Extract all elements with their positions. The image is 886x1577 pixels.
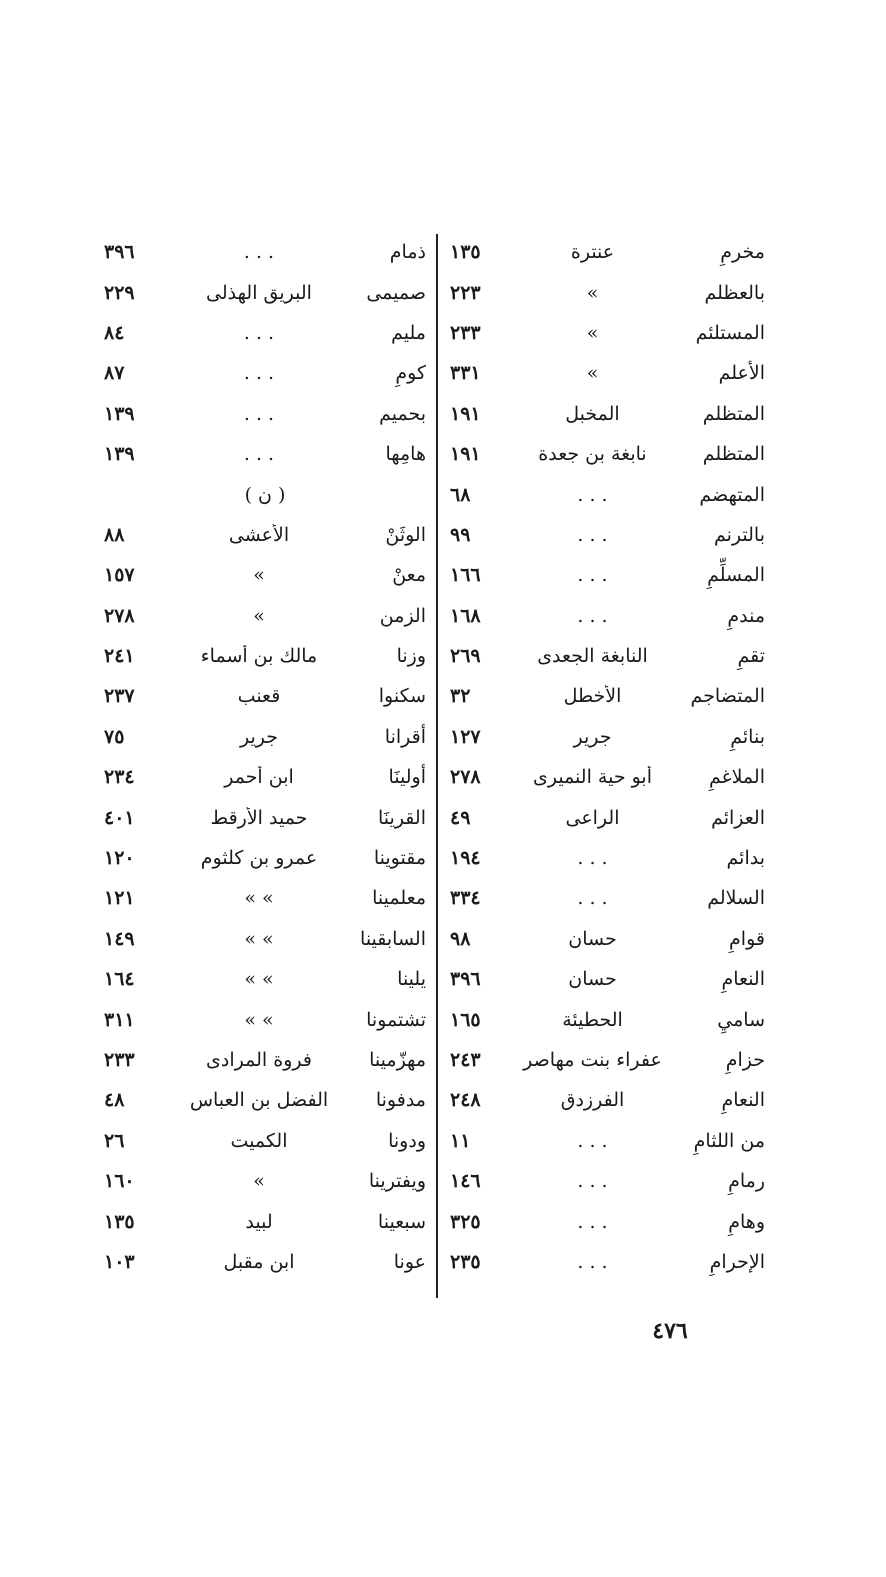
page-ref: ٣٣٤ xyxy=(450,887,481,910)
page-ref: ٢٧٨ xyxy=(104,604,135,627)
poet-name: أبو حية النميرى xyxy=(532,766,652,789)
rhyme-word: المتظلم xyxy=(702,402,765,425)
poet-name: ابن مقبل xyxy=(223,1250,295,1273)
page-ref: ١٢٧ xyxy=(450,725,481,748)
rhyme-word: الزمن xyxy=(379,604,426,627)
poet-name: الحطيئة xyxy=(562,1008,623,1031)
index-entry xyxy=(104,636,426,676)
rhyme-word: تقمِ xyxy=(737,645,765,668)
page-ref: ٣٢ xyxy=(450,685,471,708)
poet-name: . . . xyxy=(577,1250,608,1273)
poet-name: الكميت xyxy=(230,1129,288,1152)
poet-name: . . . xyxy=(577,847,608,870)
rhyme-word: يلينا xyxy=(397,968,426,991)
page-ref: ٢٧٨ xyxy=(450,766,481,789)
poet-name: . . . xyxy=(243,443,275,466)
rhyme-word: عونا xyxy=(393,1250,426,1273)
page-ref: ١٢١ xyxy=(104,887,135,910)
rhyme-word: بالترنم xyxy=(713,523,765,546)
index-entry xyxy=(104,555,426,595)
index-entry xyxy=(450,717,765,757)
index-entry xyxy=(450,232,765,272)
poet-name: . . . xyxy=(577,564,608,587)
page-ref: ٣٣١ xyxy=(450,362,481,385)
poet-name: » xyxy=(586,281,599,304)
rhyme-word: المتظلم xyxy=(702,443,765,466)
page-ref: ١٢٠ xyxy=(104,847,135,870)
poet-name: الفضل بن العباس xyxy=(189,1089,329,1112)
poet-name: حميد الأرقط xyxy=(210,806,308,829)
index-entry xyxy=(104,1121,426,1161)
poet-name: . . . xyxy=(577,1129,608,1152)
rhyme-word: كومِ xyxy=(395,362,426,385)
poet-name: الراعى xyxy=(565,806,620,829)
index-entry xyxy=(104,797,426,837)
poet-name: . . . xyxy=(243,362,275,385)
page-ref: ٧٥ xyxy=(104,725,125,748)
page-ref: ٢٤١ xyxy=(104,645,135,668)
index-entry xyxy=(104,434,426,474)
rhyme-word: السابقينا xyxy=(360,927,426,950)
page-ref: ١٣٥ xyxy=(450,241,481,264)
section-header-nun: ( ن ) xyxy=(244,483,286,506)
index-entry xyxy=(104,838,426,878)
index-entry xyxy=(450,394,765,434)
poet-name: » xyxy=(586,362,599,385)
rhyme-word: المتهضم xyxy=(699,483,765,506)
page-ref: ١٥٧ xyxy=(104,564,135,587)
page-ref: ٤٨ xyxy=(104,1089,125,1112)
page-ref: ١٤٦ xyxy=(450,1170,481,1193)
index-entry xyxy=(450,1242,765,1282)
page-ref: ١٣٥ xyxy=(104,1210,135,1233)
poet-name: . . . xyxy=(577,1170,608,1193)
page-ref: ٨٤ xyxy=(104,321,125,344)
index-entry xyxy=(104,232,426,272)
index-entry xyxy=(104,313,426,353)
page-ref: ٢٢٩ xyxy=(104,281,135,304)
page-ref: ٢٣٥ xyxy=(450,1250,481,1273)
page-ref: ١٩٤ xyxy=(450,847,481,870)
index-entry xyxy=(450,797,765,837)
left-column xyxy=(104,232,426,1282)
index-entry xyxy=(104,676,426,716)
rhyme-word: معنْ xyxy=(392,564,426,587)
poet-name: » xyxy=(586,321,599,344)
page-ref: ١٩١ xyxy=(450,443,481,466)
index-entry xyxy=(104,515,426,555)
page-ref: ٢٣٧ xyxy=(104,685,135,708)
page-ref: ١٩١ xyxy=(450,402,481,425)
index-entry xyxy=(450,676,765,716)
index-entry xyxy=(104,1040,426,1080)
page-ref: ٤٠١ xyxy=(104,806,135,829)
rhyme-word: العزائم xyxy=(711,806,765,829)
index-entry xyxy=(450,636,765,676)
index-entry xyxy=(450,878,765,918)
rhyme-word: صميمى xyxy=(366,281,426,304)
index-entry xyxy=(450,757,765,797)
rhyme-word: مخرمِ xyxy=(720,241,765,264)
index-entry xyxy=(450,1080,765,1120)
poet-name: مالك بن أسماء xyxy=(200,645,318,668)
rhyme-word: النعامِ xyxy=(721,968,765,991)
rhyme-word: مليم xyxy=(391,321,426,344)
poet-name: » xyxy=(253,564,265,587)
rhyme-word: ساميِ xyxy=(717,1008,765,1031)
poet-name: جرير xyxy=(573,725,612,748)
page-ref: ٩٨ xyxy=(450,927,471,950)
poet-name: » » xyxy=(244,968,274,991)
poet-name: » » xyxy=(244,927,274,950)
index-entry xyxy=(104,757,426,797)
index-entry xyxy=(450,1161,765,1201)
page-ref: ١٦٥ xyxy=(450,1008,481,1031)
index-entry xyxy=(104,353,426,393)
rhyme-word: ذمام xyxy=(389,241,426,264)
index-entry xyxy=(450,959,765,999)
poet-name: » » xyxy=(244,887,274,910)
rhyme-word: وهامِ xyxy=(728,1210,765,1233)
poet-name: الأعشى xyxy=(228,523,290,546)
index-entry xyxy=(450,313,765,353)
page-ref: ٣١١ xyxy=(104,1008,135,1031)
rhyme-word: مندمِ xyxy=(727,604,765,627)
poet-name: فروة المرادى xyxy=(206,1049,312,1071)
page-number: ٤٧٦ xyxy=(652,1318,688,1344)
column-divider xyxy=(436,234,438,1298)
poet-name: حسان xyxy=(568,968,617,991)
index-entry xyxy=(450,515,765,555)
right-column xyxy=(450,232,765,1282)
poet-name: . . . xyxy=(577,523,608,546)
poet-name: . . . xyxy=(243,241,275,264)
rhyme-word: بدائم xyxy=(726,847,765,870)
index-entry xyxy=(450,838,765,878)
page-ref: ١٣٩ xyxy=(104,443,135,466)
poet-name: ابن أحمر xyxy=(224,766,294,789)
index-entry xyxy=(104,394,426,434)
index-entry xyxy=(104,1201,426,1241)
rhyme-word: المتضاجم xyxy=(690,685,765,708)
poet-name: . . . xyxy=(243,321,275,344)
poet-name: جرير xyxy=(240,725,278,748)
page-ref: ١٦٨ xyxy=(450,604,481,627)
poet-name: النابغة الجعدى xyxy=(537,645,648,668)
poet-name: قعنب xyxy=(237,685,281,708)
poet-name: لبيد xyxy=(245,1210,273,1233)
page-ref: ٦٨ xyxy=(450,483,471,506)
page-ref: ١٣٩ xyxy=(104,402,135,425)
rhyme-word: الإحرامِ xyxy=(709,1250,765,1273)
poet-name: حسان xyxy=(568,927,617,950)
index-entry xyxy=(450,353,765,393)
rhyme-word: مدفونا xyxy=(375,1089,426,1112)
index-entry xyxy=(104,999,426,1039)
rhyme-word: المسلِّمِ xyxy=(707,564,765,587)
rhyme-word: أولينَا xyxy=(388,766,426,789)
rhyme-word: وزنا xyxy=(396,645,426,668)
page-ref: ٢٤٣ xyxy=(450,1049,481,1071)
page-ref: ٣٩٦ xyxy=(450,968,481,991)
poet-name: . . . xyxy=(577,887,608,910)
rhyme-word: الوثَنْ xyxy=(385,523,426,546)
index-entry xyxy=(450,1201,765,1241)
rhyme-word: معلمينا xyxy=(372,887,426,910)
page-ref: ٢٣٣ xyxy=(450,321,481,344)
rhyme-word: المستلئم xyxy=(695,321,765,344)
rhyme-word: السلالم xyxy=(707,887,765,910)
page-ref: ١٦٤ xyxy=(104,968,135,991)
index-entry xyxy=(450,272,765,312)
index-entry xyxy=(104,717,426,757)
index-entry xyxy=(450,434,765,474)
index-entry xyxy=(104,1161,426,1201)
poet-name: عمرو بن كلثوم xyxy=(200,847,318,870)
page-ref: ٣٢٥ xyxy=(450,1210,481,1233)
rhyme-word: رمامِ xyxy=(728,1170,765,1193)
poet-name: المخبل xyxy=(565,402,620,425)
page-ref: ١٤٩ xyxy=(104,927,135,950)
page-ref: ٢٣٣ xyxy=(104,1049,135,1071)
page-ref: ٢٦ xyxy=(104,1129,125,1152)
index-entry xyxy=(450,999,765,1039)
poet-name: . . . xyxy=(577,1210,608,1233)
rhyme-word: مقتوينا xyxy=(373,847,426,870)
rhyme-word: أقرانا xyxy=(384,725,426,748)
page-ref: ١٦٦ xyxy=(450,564,481,587)
rhyme-word: تشتمونا xyxy=(366,1008,426,1031)
rhyme-word: بحميم xyxy=(379,402,426,425)
index-entry xyxy=(450,919,765,959)
index-entry xyxy=(104,272,426,312)
poet-name: » » xyxy=(244,1008,274,1031)
page-ref: ٣٩٦ xyxy=(104,241,135,264)
rhyme-word: النعامِ xyxy=(721,1089,765,1112)
index-entry xyxy=(104,596,426,636)
page-ref: ٩٩ xyxy=(450,523,471,546)
poet-name: . . . xyxy=(243,402,275,425)
index-entry xyxy=(450,1040,765,1080)
poet-name: » xyxy=(253,1170,265,1193)
rhyme-word: ودونا xyxy=(388,1129,426,1152)
index-entry xyxy=(104,1242,426,1282)
index-entry xyxy=(450,555,765,595)
poet-name: عفراء بنت مهاصر xyxy=(523,1049,662,1071)
rhyme-word: سكنوا xyxy=(378,685,426,708)
rhyme-word: هامِها xyxy=(385,443,426,466)
rhyme-word: الأعلم xyxy=(718,362,765,385)
rhyme-word: بالعظلم xyxy=(704,281,765,304)
poet-name: » xyxy=(253,604,265,627)
rhyme-word: من اللثامِ xyxy=(693,1129,765,1152)
page-ref: ٢٦٩ xyxy=(450,645,481,668)
page-ref: ٨٨ xyxy=(104,523,125,546)
poet-name: . . . xyxy=(577,604,608,627)
poet-name: نابغة بن جعدة xyxy=(538,443,647,466)
poet-name: عنترة xyxy=(570,241,615,264)
page-ref: ١١ xyxy=(450,1129,471,1152)
rhyme-word: الملاغمِ xyxy=(709,766,765,789)
index-entry xyxy=(104,878,426,918)
poet-name: الفرزدق xyxy=(560,1089,625,1112)
index-entry xyxy=(104,959,426,999)
rhyme-word: ويفترينا xyxy=(368,1170,426,1193)
page-ref: ٢٣٤ xyxy=(104,766,135,789)
poet-name: الأخطل xyxy=(563,685,622,708)
page-ref: ٨٧ xyxy=(104,362,125,385)
rhyme-word: حزامِ xyxy=(725,1049,765,1071)
page-ref: ١٠٣ xyxy=(104,1250,135,1273)
poet-name: . . . xyxy=(577,483,608,506)
index-entry xyxy=(104,1080,426,1120)
poet-name: البريق الهذلى xyxy=(206,281,312,304)
page-ref: ١٦٠ xyxy=(104,1170,135,1193)
page-ref: ٤٩ xyxy=(450,806,471,829)
rhyme-word: قوامِ xyxy=(729,927,765,950)
index-entry xyxy=(450,596,765,636)
page-ref: ٢٤٨ xyxy=(450,1089,481,1112)
rhyme-word: مهزّمينا xyxy=(369,1049,426,1071)
index-entry xyxy=(450,1121,765,1161)
rhyme-word: القرينَا xyxy=(378,806,426,829)
index-entry xyxy=(450,474,765,514)
rhyme-word: سبعينا xyxy=(377,1210,426,1233)
page-ref: ٢٢٣ xyxy=(450,281,481,304)
rhyme-word: بنائمِ xyxy=(730,725,765,748)
index-entry xyxy=(104,919,426,959)
